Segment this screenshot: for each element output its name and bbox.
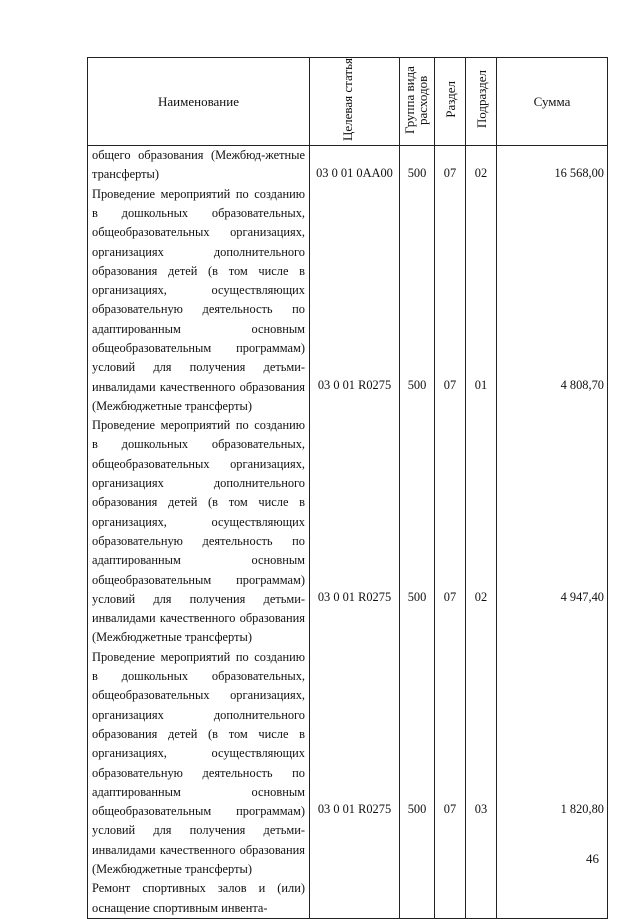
- entry-3-group: 500: [407, 802, 427, 817]
- entry-2-subsection: 02: [474, 590, 488, 605]
- header-subsection: [466, 58, 497, 146]
- row1-group: 500: [407, 166, 427, 181]
- continuation-text: общего образования (Межбюд-жетные трансферты): [92, 148, 305, 182]
- entry-1-amount: 4 808,70: [560, 378, 604, 393]
- row1-section: 07: [443, 166, 457, 181]
- header-target-article: [310, 58, 400, 146]
- entry-2-text: Проведение мероприятий по созданию в дошкольных образовательных, общеобразовательных организациях, организациях дополнительного образования детей (в том числе в организациях, осуществляющих образовательную деятельность по адаптированным основным общеобразовательным программам) условий для получения детьми-инвалидами качественного образования (Межбюджетные трансферты): [92, 418, 305, 645]
- entry-2-group: 500: [407, 590, 427, 605]
- entry-1-group: 500: [407, 378, 427, 393]
- table-body-row: [88, 146, 608, 919]
- budget-table: [87, 57, 608, 919]
- entry-3-code: 03 0 01 R0275: [317, 802, 392, 817]
- row1-subsection: 02: [474, 166, 488, 181]
- header-expense-group: [400, 58, 435, 146]
- entry-1-section: 07: [443, 378, 457, 393]
- entry-1-code: 03 0 01 R0275: [317, 378, 392, 393]
- subsection-column: [466, 146, 497, 919]
- header-subsection-label: Подраздел: [473, 70, 489, 129]
- entry-2-section: 07: [443, 590, 457, 605]
- entry-2-code: 03 0 01 R0275: [317, 590, 392, 605]
- last-entry-text: Ремонт спортивных залов и (или) оснащение спортивным инвента-: [92, 881, 305, 915]
- section-column: [435, 146, 466, 919]
- name-column: [88, 146, 310, 919]
- header-target-label: Целевая статья: [339, 58, 355, 142]
- table-header-row: [88, 58, 608, 146]
- entry-1-text: Проведение мероприятий по созданию в дошкольных образовательных, общеобразовательных организациях, организациях дополнительного образования детей (в том числе в организациях, осуществляющих образовательную деятельность по адаптированным основным общеобразовательным программам) условий для получения детьми-инвалидами качественного образования (Межбюджетные трансферты): [92, 186, 305, 413]
- row1-code: 03 0 01 0АА00: [316, 166, 393, 181]
- entry-3-subsection: 03: [474, 802, 488, 817]
- header-group-line2: расходов: [415, 74, 430, 125]
- header-name: Наименование: [88, 58, 310, 146]
- group-column: [400, 146, 435, 919]
- row1-amount: 16 568,00: [554, 166, 604, 181]
- header-section-label: Раздел: [442, 81, 458, 118]
- header-group-line1: Группа вида: [402, 65, 417, 134]
- header-group-label: [403, 60, 431, 140]
- header-amount: Сумма: [497, 58, 608, 146]
- header-section: [435, 58, 466, 146]
- entry-1-subsection: 01: [474, 378, 488, 393]
- page-number: 46: [586, 851, 599, 866]
- entry-3-text: Проведение мероприятий по созданию в дошкольных образовательных, общеобразовательных организациях, организациях дополнительного образования детей (в том числе в организациях, осуществляющих образовательную деятельность по адаптированным основным общеобразовательным программам) условий для получения детьми-инвалидами качественного образования (Межбюджетные трансферты): [92, 649, 305, 876]
- entry-2-amount: 4 947,40: [560, 590, 604, 605]
- target-column: [310, 146, 400, 919]
- entry-3-amount: 1 820,80: [560, 802, 604, 817]
- amount-column: [497, 146, 608, 919]
- entry-3-section: 07: [443, 802, 457, 817]
